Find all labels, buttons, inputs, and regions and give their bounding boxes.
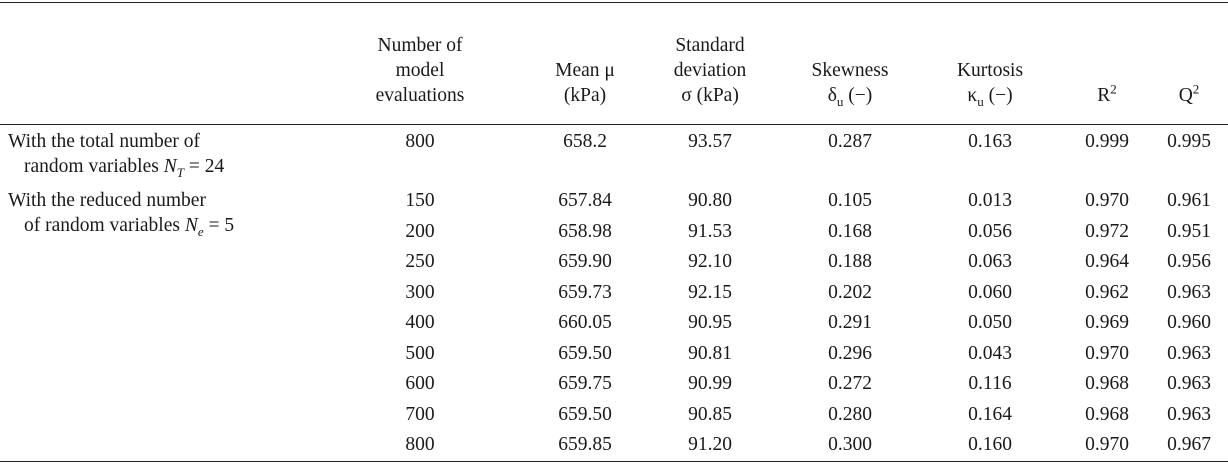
cell-std-dev: 92.15 bbox=[688, 281, 732, 303]
cell-skewness: 0.300 bbox=[828, 434, 872, 455]
group-label-line bbox=[8, 154, 224, 179]
cell-skewness: 0.168 bbox=[828, 220, 872, 242]
cell-std-dev: 90.95 bbox=[688, 312, 732, 333]
header-standard-deviation bbox=[655, 16, 765, 108]
cell-mean: 657.84 bbox=[558, 190, 612, 211]
cell-std-dev: 90.81 bbox=[688, 342, 732, 364]
cell-mean: 659.75 bbox=[558, 373, 612, 394]
header-symbol-line bbox=[967, 83, 1012, 108]
header-bottom-rule bbox=[0, 124, 1228, 125]
cell-model-evaluations: 500 bbox=[405, 342, 435, 364]
cell-mean: 659.50 bbox=[558, 342, 612, 364]
label-value: = 24 bbox=[183, 156, 225, 177]
header-q-squared bbox=[1150, 16, 1228, 108]
table-row bbox=[0, 341, 1228, 366]
table-row bbox=[0, 310, 1228, 335]
cell-r-squared: 0.968 bbox=[1085, 403, 1129, 425]
cell-model-evaluations: 200 bbox=[405, 220, 435, 242]
table-bottom-rule bbox=[0, 461, 1228, 462]
cell-mean: 658.98 bbox=[558, 220, 612, 242]
table-row bbox=[0, 219, 1228, 244]
q-label: Q bbox=[1178, 85, 1193, 106]
cell-r-squared: 0.969 bbox=[1085, 312, 1129, 333]
cell-r-squared: 0.970 bbox=[1085, 434, 1129, 455]
label-value: = 5 bbox=[203, 215, 235, 236]
header-skewness bbox=[795, 16, 905, 108]
cell-skewness: 0.105 bbox=[828, 190, 872, 211]
cell-kurtosis: 0.013 bbox=[968, 190, 1012, 211]
superscript: 2 bbox=[1192, 81, 1200, 97]
cell-std-dev: 91.20 bbox=[688, 434, 732, 455]
header-text: evaluations bbox=[375, 85, 465, 106]
kappa-symbol: κ bbox=[967, 85, 978, 106]
cell-r-squared: 0.972 bbox=[1085, 220, 1129, 242]
header-symbol-line bbox=[1179, 83, 1200, 108]
cell-model-evaluations: 800 bbox=[405, 131, 435, 152]
cell-std-dev: 93.57 bbox=[688, 131, 732, 152]
cell-mean: 659.85 bbox=[558, 434, 612, 455]
cell-kurtosis: 0.050 bbox=[968, 312, 1012, 333]
label-text: random variables bbox=[24, 156, 164, 177]
cell-kurtosis: 0.116 bbox=[968, 373, 1012, 394]
table-row bbox=[0, 371, 1228, 396]
cell-std-dev: 90.85 bbox=[688, 403, 732, 425]
header-symbol-line bbox=[828, 83, 873, 108]
cell-kurtosis: 0.163 bbox=[968, 131, 1012, 152]
header-mean bbox=[530, 16, 640, 108]
group-label-line: With the reduced number bbox=[8, 190, 206, 211]
cell-skewness: 0.272 bbox=[828, 373, 872, 394]
group-label-line: With the total number of bbox=[8, 131, 201, 152]
label-text: of random variables bbox=[24, 215, 185, 236]
unit: (−) bbox=[988, 85, 1013, 106]
cell-r-squared: 0.970 bbox=[1085, 342, 1129, 364]
header-text: Standard bbox=[675, 35, 745, 56]
cell-model-evaluations: 150 bbox=[405, 190, 435, 211]
table-row bbox=[0, 188, 1228, 213]
cell-std-dev: 92.10 bbox=[688, 251, 732, 272]
cell-kurtosis: 0.060 bbox=[968, 281, 1012, 303]
header-text: σ (kPa) bbox=[681, 85, 739, 106]
table-top-rule bbox=[0, 2, 1228, 3]
cell-kurtosis: 0.043 bbox=[968, 342, 1012, 364]
header-text: Mean μ bbox=[555, 60, 615, 81]
cell-q-squared: 0.951 bbox=[1167, 220, 1211, 242]
cell-q-squared: 0.961 bbox=[1167, 190, 1211, 211]
cell-kurtosis: 0.056 bbox=[968, 220, 1012, 242]
table-row bbox=[0, 129, 1228, 154]
cell-mean: 660.05 bbox=[558, 312, 612, 333]
cell-q-squared: 0.960 bbox=[1167, 312, 1211, 333]
cell-model-evaluations: 300 bbox=[405, 281, 435, 303]
cell-r-squared: 0.964 bbox=[1085, 251, 1129, 272]
cell-std-dev: 90.99 bbox=[688, 373, 732, 394]
header-text: (kPa) bbox=[563, 85, 607, 106]
delta-symbol: δ bbox=[827, 85, 837, 106]
cell-model-evaluations: 800 bbox=[405, 434, 435, 455]
cell-mean: 659.73 bbox=[558, 281, 612, 303]
variable-subscript: T bbox=[176, 164, 184, 180]
cell-std-dev: 91.53 bbox=[688, 220, 732, 242]
header-symbol-line bbox=[1097, 83, 1117, 108]
table-row bbox=[0, 249, 1228, 274]
cell-skewness: 0.202 bbox=[828, 281, 872, 303]
header-r-squared bbox=[1069, 16, 1145, 108]
cell-model-evaluations: 400 bbox=[405, 312, 435, 333]
variable-subscript: e bbox=[197, 223, 204, 239]
cell-r-squared: 0.970 bbox=[1085, 190, 1129, 211]
subscript: u bbox=[836, 93, 844, 109]
cell-r-squared: 0.999 bbox=[1085, 131, 1129, 152]
cell-model-evaluations: 700 bbox=[405, 403, 435, 425]
cell-skewness: 0.287 bbox=[828, 131, 872, 152]
cell-r-squared: 0.962 bbox=[1085, 281, 1129, 303]
header-text: deviation bbox=[673, 60, 747, 81]
cell-q-squared: 0.963 bbox=[1167, 281, 1211, 303]
variable-symbol: N bbox=[184, 215, 198, 236]
cell-q-squared: 0.995 bbox=[1167, 131, 1211, 152]
cell-q-squared: 0.956 bbox=[1167, 251, 1211, 272]
cell-skewness: 0.188 bbox=[828, 251, 872, 272]
cell-q-squared: 0.963 bbox=[1167, 403, 1211, 425]
cell-kurtosis: 0.164 bbox=[968, 403, 1012, 425]
cell-q-squared: 0.963 bbox=[1167, 373, 1211, 394]
cell-q-squared: 0.963 bbox=[1167, 342, 1211, 364]
cell-r-squared: 0.968 bbox=[1085, 373, 1129, 394]
cell-std-dev: 90.80 bbox=[688, 190, 732, 211]
cell-kurtosis: 0.160 bbox=[968, 434, 1012, 455]
cell-kurtosis: 0.063 bbox=[968, 251, 1012, 272]
cell-mean: 658.2 bbox=[563, 131, 607, 152]
header-text: model bbox=[395, 60, 445, 81]
header-text: Skewness bbox=[811, 60, 889, 81]
header-model-evaluations bbox=[360, 16, 480, 108]
header-kurtosis bbox=[935, 16, 1045, 108]
table-row bbox=[0, 402, 1228, 427]
unit: (−) bbox=[848, 85, 873, 106]
r-label: R bbox=[1097, 85, 1111, 106]
cell-mean: 659.50 bbox=[558, 403, 612, 425]
cell-model-evaluations: 600 bbox=[405, 373, 435, 394]
cell-model-evaluations: 250 bbox=[405, 251, 435, 272]
subscript: u bbox=[977, 93, 984, 109]
superscript: 2 bbox=[1110, 81, 1117, 97]
variable-symbol: N bbox=[163, 156, 177, 177]
header-text: Kurtosis bbox=[956, 60, 1024, 81]
header-text: Number of bbox=[377, 35, 463, 56]
cell-mean: 659.90 bbox=[558, 251, 612, 272]
cell-q-squared: 0.967 bbox=[1167, 434, 1211, 455]
cell-skewness: 0.280 bbox=[828, 403, 872, 425]
cell-skewness: 0.291 bbox=[828, 312, 872, 333]
cell-skewness: 0.296 bbox=[828, 342, 872, 364]
table-row bbox=[0, 432, 1228, 457]
table-row bbox=[0, 280, 1228, 305]
